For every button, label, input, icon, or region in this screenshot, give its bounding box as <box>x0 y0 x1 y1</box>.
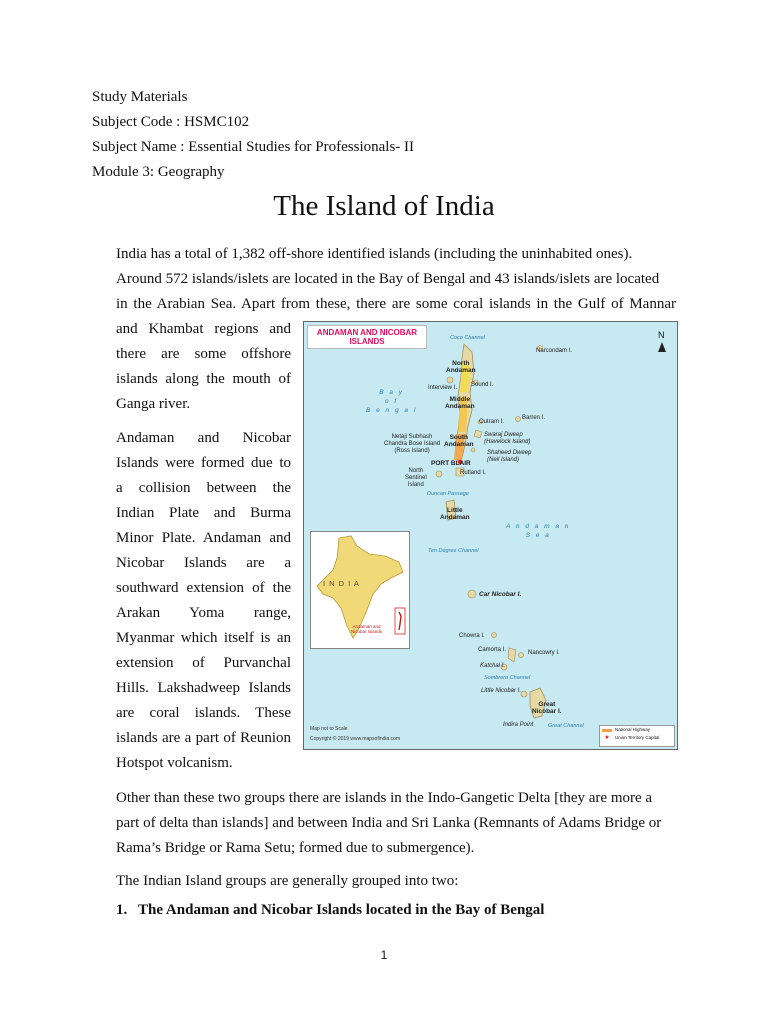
heading-text: The Andaman and Nicobar Islands located in the Bay of Bengal <box>138 902 545 918</box>
shaheed-label-2: (Neil Island) <box>487 457 520 463</box>
inset-andaman-label <box>351 624 382 634</box>
sound-label: Sound I. <box>471 382 494 388</box>
camorta-island <box>508 648 516 662</box>
middle-andaman-label-2: Andaman <box>445 403 475 410</box>
interview-label: Interview I. <box>428 385 458 391</box>
south-andaman-label-2: Andaman <box>444 441 474 448</box>
great-nicobar-label <box>532 701 562 715</box>
chowra-island <box>492 633 497 638</box>
map-copyright: Copyright © 2019 www.mapsofindia.com <box>310 736 401 742</box>
car-nicobar-label: Car Nicobar I. <box>479 591 522 598</box>
bay-label-1: B a y <box>379 389 405 396</box>
chowra-label: Chowra I. <box>459 633 485 639</box>
shaheed-label <box>487 450 531 464</box>
camorta-label: Camorta I. <box>478 647 507 653</box>
module-label: Module 3: Geography <box>92 164 225 180</box>
col-para2-line: Minor Plate. Andaman and <box>116 530 291 546</box>
bay-of-bengal-label <box>366 388 417 415</box>
legend-capital <box>600 734 674 742</box>
coco-channel-label: Coco Channel <box>450 335 485 341</box>
interview-island <box>447 377 453 383</box>
andaman-sea-label-1: A n d a m a n <box>506 523 571 530</box>
duncan-passage-label: Duncan Passage <box>427 491 469 497</box>
great-nicobar-label-2: Nicobar I. <box>532 708 562 715</box>
study-materials-label: Study Materials <box>92 89 188 105</box>
narcondam-label: Narcondam I. <box>536 348 573 354</box>
little-nicobar-island <box>521 691 527 697</box>
barren-island <box>516 417 521 422</box>
col-para1-line-4: Ganga river. <box>116 396 191 412</box>
ten-degree-channel-label: Ten Degree Channel <box>428 548 479 554</box>
south-andaman-label <box>444 434 474 448</box>
section-heading-1 <box>116 902 544 919</box>
netaji-label-1: Netaji Subhash <box>391 434 433 440</box>
nancowry-island <box>519 653 524 658</box>
inset-andaman-label-1: Andaman and <box>352 624 381 629</box>
col-para2-line: Hills. Lakshadweep Islands <box>116 680 291 696</box>
capital-star-icon: ★ <box>604 734 610 741</box>
other-line-3: Rama’s Bridge or Rama Setu; formed due to submergence). <box>116 840 475 856</box>
col-para2-line: extension of Purvanchal <box>116 655 291 671</box>
groups-intro: The Indian Island groups are generally grouped into two: <box>116 873 459 889</box>
andaman-inset-islands <box>399 612 401 630</box>
sombrero-channel-label: Sombrero Channel <box>484 675 531 681</box>
north-andaman-label-1: North <box>452 360 470 367</box>
middle-andaman-label <box>445 396 475 410</box>
north-sentinel-label-1: North <box>408 468 424 474</box>
col-para2-line: southward extension of the <box>116 580 291 596</box>
subject-code-label: Subject Code : HSMC102 <box>92 114 250 130</box>
map-legend <box>599 725 675 747</box>
intro-line-3: in the Arabian Sea. Apart from these, there are some coral islands in the Gulf of Mannar <box>116 296 676 312</box>
col-para2-line: are coral islands. These <box>116 705 291 721</box>
highway-swatch <box>602 729 612 732</box>
netaji-label-2: Chandra Bose Island <box>384 441 441 447</box>
middle-andaman-label-1: Middle <box>449 396 471 403</box>
nancowry-label: Nancowry I. <box>528 650 560 656</box>
col-para2-line: Nicobar Islands are a <box>116 555 291 571</box>
map-title-line-2: ISLANDS <box>349 337 385 346</box>
map-scale-note: Map not to Scale <box>310 726 348 732</box>
little-andaman-label-2: Andaman <box>440 514 470 521</box>
col-para1-line-1: and Khambat regions and <box>116 321 291 337</box>
shaheed-label-1: Shaheed Dweep <box>487 450 532 456</box>
andaman-sea-label-2: S e a <box>525 532 551 539</box>
car-nicobar-island <box>468 590 476 598</box>
other-line-2: part of delta than islands] and between India and Sri Lanka (Remnants of Adams Bridge or <box>116 815 662 831</box>
great-channel-label: Great Channel <box>548 723 584 729</box>
little-andaman-label-1: Little <box>447 507 463 514</box>
bay-label-3: B e n g a l <box>366 407 418 414</box>
col-para2-line: a collision between the <box>116 480 291 496</box>
north-arrow-icon <box>658 342 666 352</box>
north-andaman-label-2: Andaman <box>446 367 476 374</box>
swaraj-island <box>474 430 482 438</box>
col-para2-line: Indian Plate and Burma <box>116 505 291 521</box>
little-andaman-label <box>440 507 470 521</box>
legend-highway <box>600 726 674 734</box>
shaheed-island <box>471 448 475 452</box>
map-title <box>307 325 427 349</box>
north-sentinel-label <box>405 468 427 489</box>
barren-label: Barren I. <box>522 415 546 421</box>
katchal-label: Katchal I. <box>480 663 506 669</box>
bay-label-2: o f <box>385 398 399 405</box>
col-para2-line: Arakan Yoma range, <box>116 605 291 621</box>
col-para1-line-3: islands along the mouth of <box>116 371 291 387</box>
swaraj-label-1: Swaraj Dweep <box>484 432 523 438</box>
col-para1-line-2: there are some offshore <box>116 346 291 362</box>
outram-label: Outram I. <box>479 419 505 425</box>
swaraj-label <box>484 432 530 446</box>
heading-number: 1. <box>116 902 128 918</box>
legend-highway-label: National Highway <box>615 727 651 732</box>
north-sentinel-island <box>436 471 442 477</box>
col-para2-line: islands are a part of Reunion <box>116 730 291 746</box>
little-nicobar-label: Little Nicobar I. <box>481 688 522 694</box>
north-sentinel-label-3: Island <box>407 482 424 488</box>
inset-andaman-label-2: Nicobar Islands <box>351 629 383 634</box>
col-para2-line: Islands were formed due to <box>116 455 291 471</box>
netaji-island-label <box>384 434 440 455</box>
netaji-label-3: (Ross Island) <box>394 448 430 454</box>
page-title: The Island of India <box>273 190 495 222</box>
north-andaman-label <box>446 360 476 374</box>
page-number: 1 <box>380 948 388 962</box>
col-para2-line: Myanmar which itself is an <box>116 630 291 646</box>
north-label: N <box>658 330 665 340</box>
rutland-label: Rutland I. <box>460 470 486 476</box>
south-andaman-label-1: South <box>449 434 469 441</box>
great-nicobar-label-1: Great <box>538 701 556 708</box>
legend-capital-label: Union Territory Capital <box>615 735 660 740</box>
subject-name-label: Subject Name : Essential Studies for Professionals- II <box>92 139 415 155</box>
swaraj-label-2: (Havelock Island) <box>484 439 531 445</box>
andaman-sea-label <box>506 522 570 540</box>
intro-line-1: India has a total of 1,382 off-shore identified islands (including the uninhabited ones). <box>116 246 633 262</box>
inset-india-label: I N D I A <box>323 579 360 588</box>
col-para2-line: Andaman and Nicobar <box>116 430 291 446</box>
north-sentinel-label-2: Sentinel <box>405 475 427 481</box>
other-line-1: Other than these two groups there are islands in the Indo-Gangetic Delta [they are more a <box>116 790 653 806</box>
col-para2-line: Hotspot volcanism. <box>116 755 233 771</box>
andaman-nicobar-map <box>303 321 678 750</box>
intro-line-2: Around 572 islands/islets are located in the Bay of Bengal and 43 islands/islets are located <box>116 271 660 287</box>
port-blair-label: PORT BLAIR <box>431 460 471 467</box>
indira-point-label: Indira Point <box>503 722 534 728</box>
map-title-line-1: ANDAMAN AND NICOBAR <box>316 328 418 337</box>
india-inset-map <box>310 531 410 649</box>
